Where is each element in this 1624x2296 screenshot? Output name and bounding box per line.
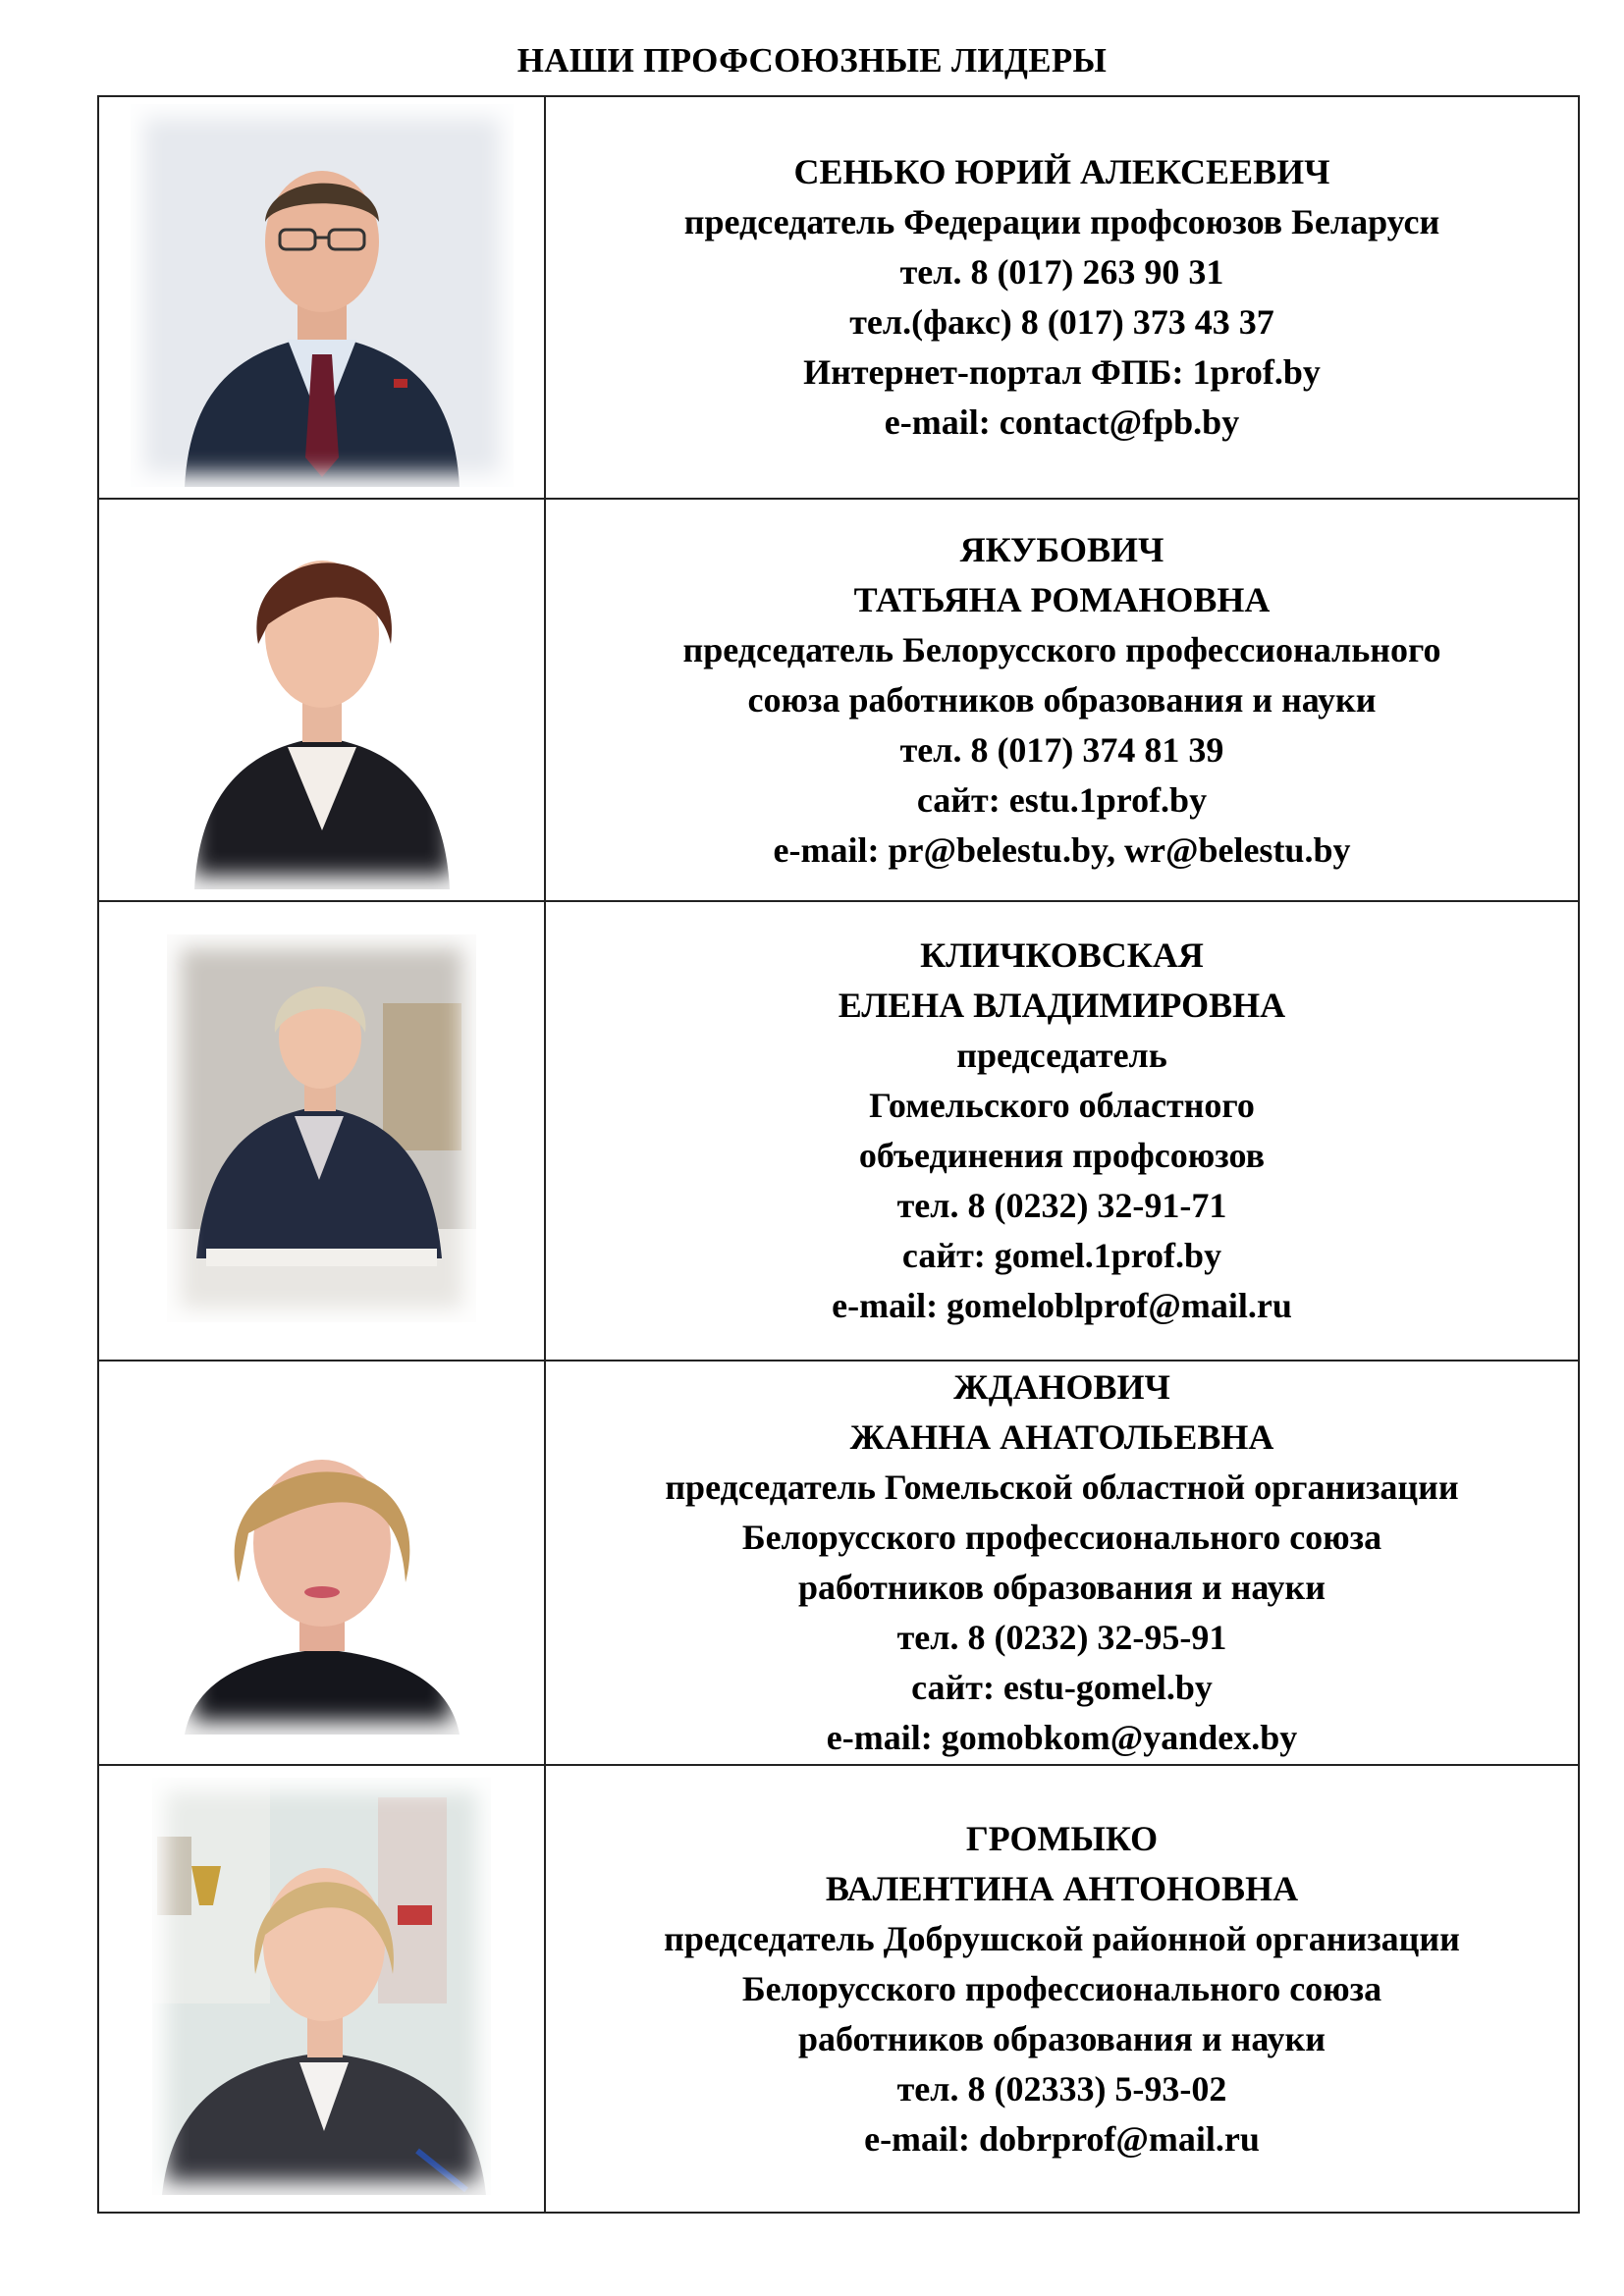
leader-photo xyxy=(152,1778,491,2195)
leader-position: Белорусского профессионального союза xyxy=(741,1518,1382,1557)
leader-name: СЕНЬКО ЮРИЙ АЛЕКСЕЕВИЧ xyxy=(793,152,1330,191)
info-cell xyxy=(545,1765,1579,2213)
leader-position: председатель Добрушской районной организации xyxy=(664,1918,1460,1958)
leader-position: работников образования и науки xyxy=(798,2018,1326,2058)
leader-surname: ЖДАНОВИЧ xyxy=(953,1367,1170,1407)
leader-surname: КЛИЧКОВСКАЯ xyxy=(920,935,1204,975)
leader-given-name: ВАЛЕНТИНА АНТОНОВНА xyxy=(825,1868,1299,1908)
photo-cell xyxy=(98,96,545,499)
leader-position: Гомельского областного xyxy=(869,1086,1255,1125)
leader-position: председатель Федерации профсоюзов Беларуси xyxy=(683,202,1440,241)
leader-phone: тел. 8 (017) 374 81 39 xyxy=(899,729,1224,770)
leader-position: работников образования и науки xyxy=(798,1568,1326,1607)
leader-phone: тел. 8 (02333) 5-93-02 xyxy=(896,2068,1227,2109)
leader-phone: тел. 8 (0232) 32-91-71 xyxy=(896,1186,1227,1225)
leader-email: e-mail: dobrprof@mail.ru xyxy=(864,2118,1260,2159)
leader-photo xyxy=(131,104,514,487)
leader-photo xyxy=(180,507,464,889)
leader-surname: ГРОМЫКО xyxy=(965,1818,1159,1858)
leader-given-name: ЖАННА АНАТОЛЬЕВНА xyxy=(849,1417,1274,1457)
leader-email: e-mail: contact@fpb.by xyxy=(884,402,1240,442)
leader-position: председатель xyxy=(956,1036,1167,1075)
leader-email: e-mail: gomeloblprof@mail.ru xyxy=(832,1286,1292,1325)
leader-position: союза работников образования и науки xyxy=(747,679,1377,720)
photo-cell xyxy=(98,1765,545,2213)
leader-phone: тел. 8 (0232) 32-95-91 xyxy=(896,1618,1227,1657)
leader-row xyxy=(98,901,1579,1361)
page-title: НАШИ ПРОФСОЮЗНЫЕ ЛИДЕРЫ xyxy=(516,41,1108,80)
leader-phone: тел. 8 (017) 263 90 31 xyxy=(899,252,1224,292)
info-cell xyxy=(545,499,1579,901)
leader-email: e-mail: gomobkom@yandex.by xyxy=(826,1718,1298,1757)
leader-position: председатель Белорусского профессионального xyxy=(682,629,1441,669)
leader-position: Белорусского профессионального союза xyxy=(741,1968,1382,2008)
leader-position: председатель Гомельской областной организации xyxy=(665,1468,1459,1507)
leader-position: объединения профсоюзов xyxy=(858,1136,1266,1175)
leader-fax: тел.(факс) 8 (017) 373 43 37 xyxy=(849,302,1274,342)
leader-website: сайт: estu-gomel.by xyxy=(911,1668,1213,1707)
leader-surname: ЯКУБОВИЧ xyxy=(959,529,1164,569)
leader-email: e-mail: pr@belestu.by, wr@belestu.by xyxy=(773,829,1351,870)
leaders-table xyxy=(97,95,1580,2214)
leader-website: сайт: estu.1prof.by xyxy=(916,779,1208,820)
photo-cell xyxy=(98,1361,545,1765)
leader-given-name: ТАТЬЯНА РОМАНОВНА xyxy=(853,579,1271,619)
info-cell xyxy=(545,96,1579,499)
info-cell xyxy=(545,901,1579,1361)
leader-row xyxy=(98,96,1579,499)
leader-photo xyxy=(167,934,476,1322)
leader-given-name: ЕЛЕНА ВЛАДИМИРОВНА xyxy=(838,986,1286,1025)
leader-row xyxy=(98,499,1579,901)
leader-row xyxy=(98,1361,1579,1765)
photo-cell xyxy=(98,499,545,901)
leader-website: Интернет-портал ФПБ: 1prof.by xyxy=(803,352,1321,392)
leader-row xyxy=(98,1765,1579,2213)
info-cell xyxy=(545,1361,1579,1765)
leader-website: сайт: gomel.1prof.by xyxy=(901,1236,1222,1275)
leader-photo xyxy=(180,1386,464,1735)
photo-cell xyxy=(98,901,545,1361)
